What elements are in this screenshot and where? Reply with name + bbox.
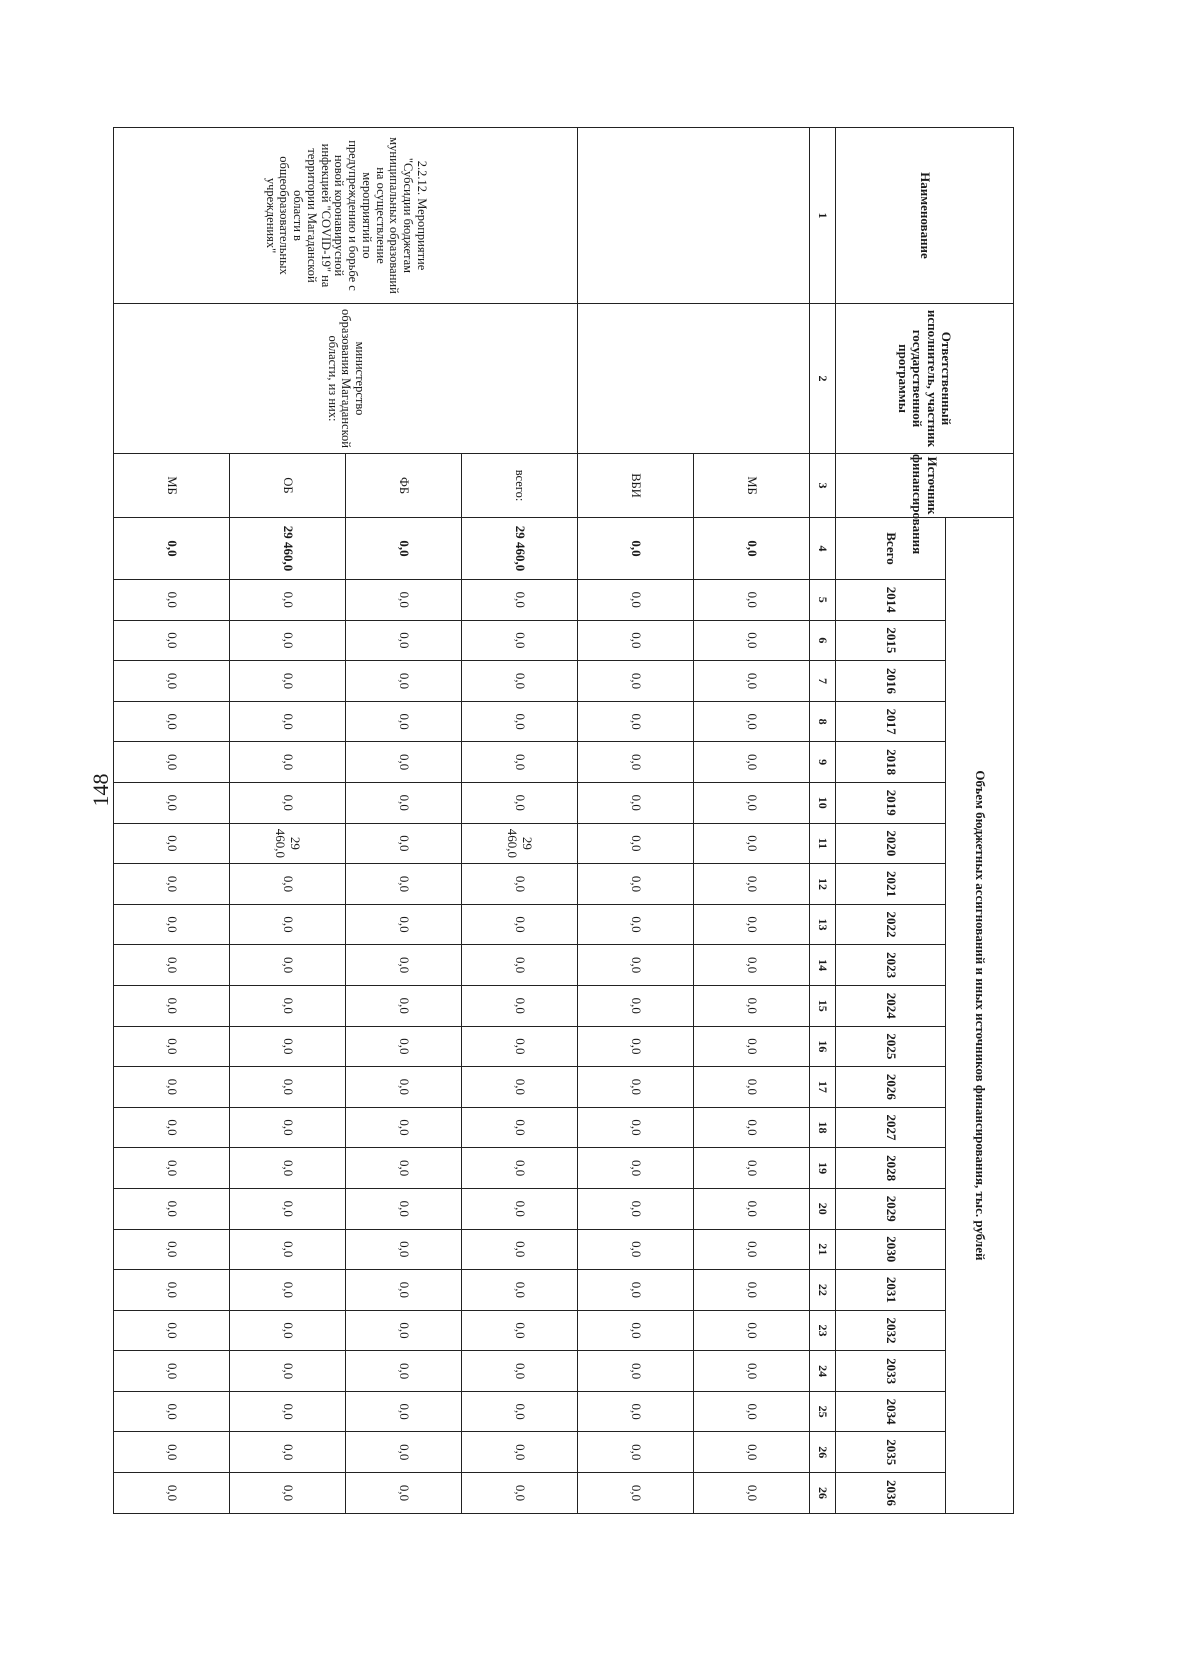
value-cell: 0,0 (114, 1310, 230, 1351)
column-number: 26 (810, 1473, 836, 1514)
header-year: 2020 (836, 823, 946, 864)
value-cell: 0,0 (230, 945, 346, 986)
value-cell: 0,0 (114, 620, 230, 661)
value-cell: 0,0 (462, 782, 578, 823)
header-total: Всего (836, 518, 946, 580)
column-number: 18 (810, 1107, 836, 1148)
column-number: 6 (810, 620, 836, 661)
value-cell: 0,0 (694, 1351, 810, 1392)
value-cell: 0,0 (230, 742, 346, 783)
value-cell: 0,0 (230, 1148, 346, 1189)
value-cell: 0,0 (230, 985, 346, 1026)
value-cell: 0,0 (694, 945, 810, 986)
value-cell: 0,0 (346, 661, 462, 702)
column-number: 2 (810, 304, 836, 454)
total-cell: 29 460,0 (462, 518, 578, 580)
header-year: 2017 (836, 701, 946, 742)
value-cell: 0,0 (694, 580, 810, 621)
header-year: 2015 (836, 620, 946, 661)
value-cell: 0,0 (462, 1310, 578, 1351)
value-cell: 0,0 (578, 1067, 694, 1108)
header-year: 2036 (836, 1473, 946, 1514)
column-number: 16 (810, 1026, 836, 1067)
value-cell: 0,0 (578, 1432, 694, 1473)
header-year: 2019 (836, 782, 946, 823)
value-cell: 0,0 (114, 1391, 230, 1432)
source-cell: МБ (694, 454, 810, 518)
value-cell: 0,0 (694, 742, 810, 783)
value-cell: 0,0 (346, 701, 462, 742)
column-number: 9 (810, 742, 836, 783)
value-cell: 0,0 (462, 661, 578, 702)
value-cell: 0,0 (578, 1148, 694, 1189)
value-cell: 0,0 (230, 1432, 346, 1473)
value-cell: 0,0 (114, 1188, 230, 1229)
value-cell: 0,0 (694, 864, 810, 905)
value-cell: 0,0 (578, 1026, 694, 1067)
value-cell: 0,0 (462, 1107, 578, 1148)
header-year: 2014 (836, 580, 946, 621)
column-number: 7 (810, 661, 836, 702)
value-cell: 0,0 (694, 1229, 810, 1270)
header-year: 2027 (836, 1107, 946, 1148)
value-cell: 0,0 (346, 945, 462, 986)
value-cell: 0,0 (578, 620, 694, 661)
value-cell: 0,0 (230, 1270, 346, 1311)
value-cell: 0,0 (230, 864, 346, 905)
value-cell: 0,0 (578, 1107, 694, 1148)
value-cell: 0,0 (230, 701, 346, 742)
value-cell: 0,0 (346, 580, 462, 621)
value-cell: 0,0 (230, 580, 346, 621)
value-cell: 0,0 (230, 1188, 346, 1229)
source-cell: МБ (114, 454, 230, 518)
header-year: 2029 (836, 1188, 946, 1229)
value-cell: 0,0 (462, 945, 578, 986)
value-cell: 0,0 (346, 620, 462, 661)
value-cell: 0,0 (462, 1026, 578, 1067)
header-year: 2034 (836, 1391, 946, 1432)
value-cell: 0,0 (694, 1270, 810, 1311)
value-cell: 0,0 (578, 580, 694, 621)
value-cell: 0,0 (114, 782, 230, 823)
column-number: 22 (810, 1270, 836, 1311)
header-year: 2021 (836, 864, 946, 905)
column-number: 20 (810, 1188, 836, 1229)
column-number: 21 (810, 1229, 836, 1270)
header-name: Наименование (836, 128, 1014, 304)
value-cell: 0,0 (694, 1026, 810, 1067)
value-cell: 0,0 (230, 620, 346, 661)
column-number: 10 (810, 782, 836, 823)
source-cell: ФБ (346, 454, 462, 518)
value-cell: 0,0 (114, 1067, 230, 1108)
value-cell: 0,0 (114, 580, 230, 621)
value-cell: 0,0 (230, 661, 346, 702)
value-cell: 0,0 (462, 864, 578, 905)
value-cell: 0,0 (578, 985, 694, 1026)
budget-table (113, 127, 1014, 1514)
value-cell: 0,0 (694, 1473, 810, 1514)
value-cell: 0,0 (114, 1351, 230, 1392)
total-cell: 0,0 (114, 518, 230, 580)
value-cell: 0,0 (114, 945, 230, 986)
value-cell: 0,0 (114, 1229, 230, 1270)
value-cell: 0,0 (462, 701, 578, 742)
value-cell: 0,0 (578, 742, 694, 783)
value-cell: 0,0 (230, 1473, 346, 1514)
value-cell: 29 460,0 (462, 823, 578, 864)
header-responsible: Ответственный исполнитель, участник государственной программы (836, 304, 1014, 454)
header-year: 2025 (836, 1026, 946, 1067)
value-cell: 0,0 (694, 1391, 810, 1432)
value-cell: 0,0 (578, 701, 694, 742)
source-cell: всего: (462, 454, 578, 518)
value-cell: 0,0 (114, 985, 230, 1026)
column-number: 24 (810, 1351, 836, 1392)
header-year: 2028 (836, 1148, 946, 1189)
value-cell: 0,0 (694, 823, 810, 864)
source-cell: ВБИ (578, 454, 694, 518)
value-cell: 0,0 (462, 742, 578, 783)
value-cell: 0,0 (578, 1270, 694, 1311)
table-row (694, 128, 810, 1514)
value-cell: 0,0 (346, 1432, 462, 1473)
value-cell: 0,0 (578, 823, 694, 864)
value-cell: 0,0 (346, 1229, 462, 1270)
value-cell: 0,0 (694, 1067, 810, 1108)
value-cell: 0,0 (230, 1351, 346, 1392)
column-number: 1 (810, 128, 836, 304)
value-cell: 0,0 (694, 1432, 810, 1473)
column-number: 25 (810, 1391, 836, 1432)
header-year: 2032 (836, 1310, 946, 1351)
value-cell: 0,0 (694, 1310, 810, 1351)
value-cell: 0,0 (462, 580, 578, 621)
column-number: 23 (810, 1310, 836, 1351)
source-cell: ОБ (230, 454, 346, 518)
value-cell: 0,0 (230, 1391, 346, 1432)
column-number: 12 (810, 864, 836, 905)
header-row-top (946, 128, 1014, 1514)
value-cell: 0,0 (346, 1310, 462, 1351)
value-cell: 0,0 (346, 782, 462, 823)
header-year: 2030 (836, 1229, 946, 1270)
header-year: 2026 (836, 1067, 946, 1108)
value-cell: 0,0 (578, 1188, 694, 1229)
value-cell: 0,0 (694, 1107, 810, 1148)
value-cell: 0,0 (578, 864, 694, 905)
column-number: 15 (810, 985, 836, 1026)
value-cell: 0,0 (346, 864, 462, 905)
value-cell: 0,0 (346, 1026, 462, 1067)
value-cell: 29 460,0 (230, 823, 346, 864)
header-source: Источник финансирования (836, 454, 1014, 518)
header-volume: Объем бюджетных ассигнований и иных источников финансирования, тыс. рублей (946, 518, 1014, 1514)
value-cell: 0,0 (230, 1067, 346, 1108)
value-cell: 0,0 (114, 904, 230, 945)
value-cell: 0,0 (346, 1473, 462, 1514)
value-cell: 0,0 (462, 1432, 578, 1473)
value-cell: 0,0 (346, 742, 462, 783)
value-cell: 0,0 (230, 1026, 346, 1067)
column-number: 26 (810, 1432, 836, 1473)
value-cell: 0,0 (114, 701, 230, 742)
value-cell: 0,0 (230, 782, 346, 823)
value-cell: 0,0 (346, 823, 462, 864)
value-cell: 0,0 (114, 1107, 230, 1148)
value-cell: 0,0 (462, 1188, 578, 1229)
table-row (462, 128, 578, 1514)
value-cell: 0,0 (346, 1067, 462, 1108)
value-cell: 0,0 (578, 1310, 694, 1351)
value-cell: 0,0 (462, 1391, 578, 1432)
value-cell: 0,0 (462, 904, 578, 945)
value-cell: 0,0 (694, 1188, 810, 1229)
value-cell: 0,0 (462, 1067, 578, 1108)
column-number: 11 (810, 823, 836, 864)
value-cell: 0,0 (694, 904, 810, 945)
value-cell: 0,0 (230, 1107, 346, 1148)
value-cell: 0,0 (578, 904, 694, 945)
value-cell: 0,0 (114, 1432, 230, 1473)
value-cell: 0,0 (230, 1229, 346, 1270)
measure-name: 2.2.12. Мероприятие "Субсидии бюджетам муниципальных образований на осуществление мероприятий по предупреждению и борьбе с новой коронавирусной инфекцией "COVID-19" на территории Магаданской области в общеобразовательных учреждениях" (114, 128, 578, 304)
header-year: 2033 (836, 1351, 946, 1392)
column-number: 5 (810, 580, 836, 621)
value-cell: 0,0 (114, 823, 230, 864)
value-cell: 0,0 (346, 1188, 462, 1229)
value-cell: 0,0 (694, 701, 810, 742)
column-number: 14 (810, 945, 836, 986)
value-cell: 0,0 (114, 1148, 230, 1189)
empty-name-cell (578, 128, 810, 304)
column-number: 3 (810, 454, 836, 518)
column-number: 8 (810, 701, 836, 742)
value-cell: 0,0 (578, 1391, 694, 1432)
value-cell: 0,0 (694, 1148, 810, 1189)
value-cell: 0,0 (578, 1229, 694, 1270)
header-year: 2022 (836, 904, 946, 945)
header-year: 2024 (836, 985, 946, 1026)
value-cell: 0,0 (114, 1270, 230, 1311)
column-number: 13 (810, 904, 836, 945)
value-cell: 0,0 (694, 985, 810, 1026)
column-number-row (810, 128, 836, 1514)
value-cell: 0,0 (578, 1351, 694, 1392)
value-cell: 0,0 (462, 1473, 578, 1514)
total-cell: 0,0 (346, 518, 462, 580)
value-cell: 0,0 (114, 661, 230, 702)
value-cell: 0,0 (346, 1107, 462, 1148)
value-cell: 0,0 (578, 782, 694, 823)
value-cell: 0,0 (694, 661, 810, 702)
value-cell: 0,0 (346, 985, 462, 1026)
total-cell: 29 460,0 (230, 518, 346, 580)
value-cell: 0,0 (462, 1351, 578, 1392)
empty-responsible-cell (578, 304, 810, 454)
value-cell: 0,0 (578, 1473, 694, 1514)
header-year: 2023 (836, 945, 946, 986)
value-cell: 0,0 (114, 1026, 230, 1067)
header-year: 2031 (836, 1270, 946, 1311)
value-cell: 0,0 (230, 904, 346, 945)
total-cell: 0,0 (694, 518, 810, 580)
value-cell: 0,0 (346, 1391, 462, 1432)
value-cell: 0,0 (462, 620, 578, 661)
value-cell: 0,0 (694, 620, 810, 661)
value-cell: 0,0 (114, 1473, 230, 1514)
value-cell: 0,0 (462, 1148, 578, 1189)
value-cell: 0,0 (114, 742, 230, 783)
value-cell: 0,0 (346, 1351, 462, 1392)
column-number: 17 (810, 1067, 836, 1108)
value-cell: 0,0 (346, 904, 462, 945)
column-number: 19 (810, 1148, 836, 1189)
value-cell: 0,0 (462, 1270, 578, 1311)
value-cell: 0,0 (462, 1229, 578, 1270)
total-cell: 0,0 (578, 518, 694, 580)
value-cell: 0,0 (578, 945, 694, 986)
value-cell: 0,0 (346, 1270, 462, 1311)
measure-responsible: министерство образования Магаданской области, из них: (114, 304, 578, 454)
value-cell: 0,0 (230, 1310, 346, 1351)
header-year: 2035 (836, 1432, 946, 1473)
header-year: 2018 (836, 742, 946, 783)
value-cell: 0,0 (462, 985, 578, 1026)
column-number: 4 (810, 518, 836, 580)
header-year: 2016 (836, 661, 946, 702)
rotated-table-wrapper (114, 127, 1014, 1506)
value-cell: 0,0 (346, 1148, 462, 1189)
value-cell: 0,0 (694, 782, 810, 823)
page-number: 148 (88, 773, 113, 807)
value-cell: 0,0 (114, 864, 230, 905)
value-cell: 0,0 (578, 661, 694, 702)
